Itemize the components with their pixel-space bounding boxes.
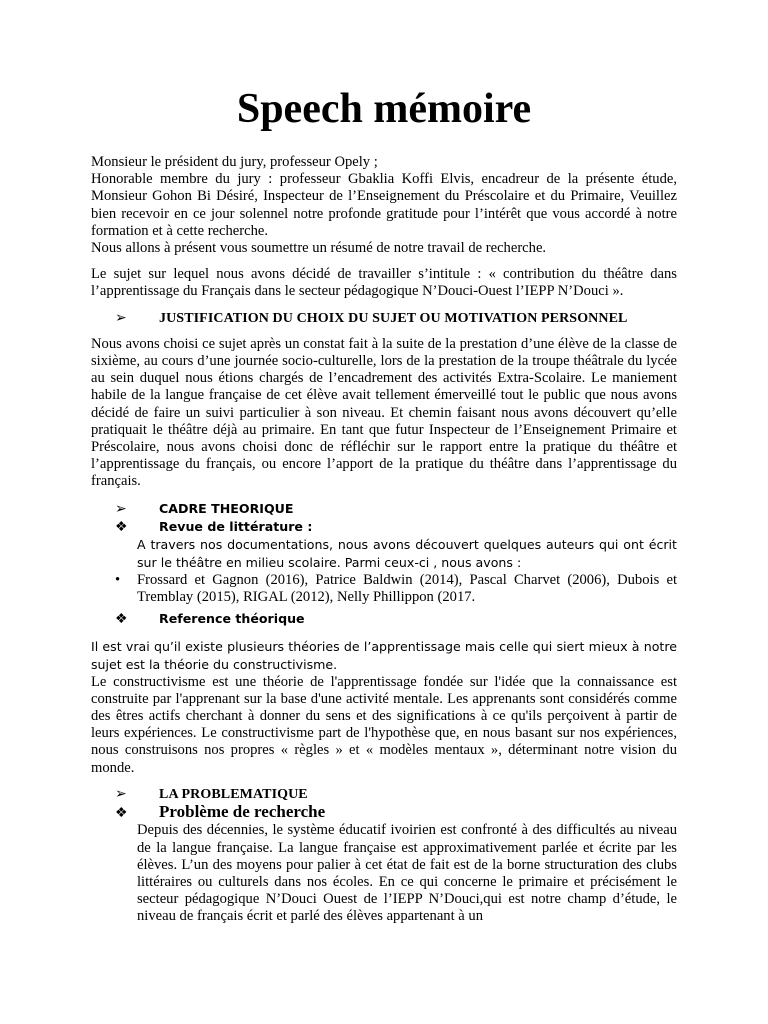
intro-line-3: Nous allons à présent vous soumettre un résumé de notre travail de recherche. — [91, 240, 547, 257]
constructivism-paragraph: Le constructivisme est une théorie de l'apprentissage fondée sur l'idée que la connaissance est construite par l'apprenant sur la base d'une activité mentale. Les apprenants sont considérés comme des êtres actifs cherchant à donner du sens et des significations à ce qu'ils perçoivent à partir de leurs expériences. Le constructivisme part de l'hypothèse que, en nous basant sur nos expériences, nous construisons nos propres « règles » et « modèles mentaux », déterminant notre vision du monde. — [91, 673, 677, 776]
subject-paragraph: Le sujet sur lequel nous avons décidé de travailler s’intitule : « contribution du théâtre dans l’apprentissage du Français dans le secteur pédagogique N’Douci-Ouest l’IEPP N’Douci ». — [91, 266, 677, 300]
page-title: Speech mémoire — [236, 86, 532, 132]
arrow-bullet-icon: ➢ — [115, 786, 127, 802]
reference-paragraph: Il est vrai qu’il existe plusieurs théories de l’apprentissage mais celle qui siert mieux à notre sujet est la théorie du constructivisme. — [91, 638, 677, 672]
cadre-heading-row — [91, 500, 677, 518]
authors-row — [91, 572, 677, 606]
probleme-heading: Problème de recherche — [159, 802, 326, 822]
diamond-bullet-icon: ❖ — [115, 519, 128, 535]
authors-list: Frossard et Gagnon (2016), Patrice Baldwin (2014), Pascal Charvet (2006), Dubois et Tremblay (2015), RIGAL (2012), Nelly Phillippon (2017. — [137, 572, 677, 606]
probleme-paragraph: Depuis des décennies, le système éducatif ivoirien est confronté à des difficultés au niveau de la langue française. La langue française est approximativement parlée et écrite par les élèves. L’un des moyens pour palier à cet état de fait est de la borne structuration des clubs littéraires ou culturels dans nos écoles. En ce qui concerne le primaire et précisément le secteur pédagogique N’Douci Ouest de l’IEPP N’Douci,qui est notre champ d’étude, le niveau de français écrit et parlé des élèves appartenant à un — [137, 822, 677, 925]
intro-line-1: Monsieur le président du jury, professeur Opely ; — [91, 154, 378, 170]
arrow-bullet-icon: ➢ — [115, 310, 127, 326]
diamond-bullet-icon: ❖ — [115, 806, 128, 822]
revue-heading-row — [91, 518, 677, 536]
dot-bullet-icon: • — [115, 572, 121, 589]
problematique-heading-row — [91, 786, 677, 803]
reference-heading-row — [91, 610, 677, 628]
probleme-heading-row — [91, 803, 677, 822]
document-page — [91, 84, 677, 926]
problematique-heading: LA PROBLEMATIQUE — [159, 786, 308, 802]
arrow-bullet-icon: ➢ — [115, 501, 127, 517]
intro-line-2: Honorable membre du jury : professeur Gbaklia Koffi Elvis, encadreur de la présente étude, Monsieur Gohon Bi Désiré, Inspecteur de l’Enseignement du Préscolaire et du Primaire, Veuillez bien recevoir en ce jour solennel notre profonde gratitude pour l’intérêt que vous accordé à notre formation et à cette recherche. — [91, 171, 677, 239]
revue-paragraph: A travers nos documentations, nous avons découvert quelques auteurs qui ont écrit sur le théâtre en milieu scolaire. Parmi ceux-ci , nous avons : — [137, 537, 677, 571]
cadre-heading: CADRE THEORIQUE — [159, 500, 294, 516]
justification-paragraph: Nous avons choisi ce sujet après un constat fait à la suite de la prestation d’une élève de la classe de sixième, au cours d’une journée socio-culturelle, lors de la prestation de la troupe théâtrale du lycée au sein duquel nous étions chargés de l’encadrement des activités Extra-Scolaire. Le maniement habile de la langue française de cet élève avait tellement émerveillé tout le public que nous avons décidé de faire un suivi particulier à son niveau. Et chemin faisant nous avons découvert qu’elle pratiquait le théâtre déjà au primaire. En tant que futur Inspecteur de l’Enseignement Primaire et Préscolaire, nous avons choisi donc de réfléchir sur le rapport entre la pratique du théâtre et l’apprentissage du français, ou encore l’apport de la pratique du théâtre dans l’apprentissage du français. — [91, 335, 677, 490]
diamond-bullet-icon: ❖ — [115, 612, 128, 628]
justification-heading: JUSTIFICATION DU CHOIX DU SUJET OU MOTIVATION PERSONNEL — [159, 310, 628, 326]
reference-heading: Reference théorique — [159, 611, 305, 627]
revue-heading: Revue de littérature : — [159, 518, 313, 534]
justification-heading-row — [91, 310, 677, 327]
